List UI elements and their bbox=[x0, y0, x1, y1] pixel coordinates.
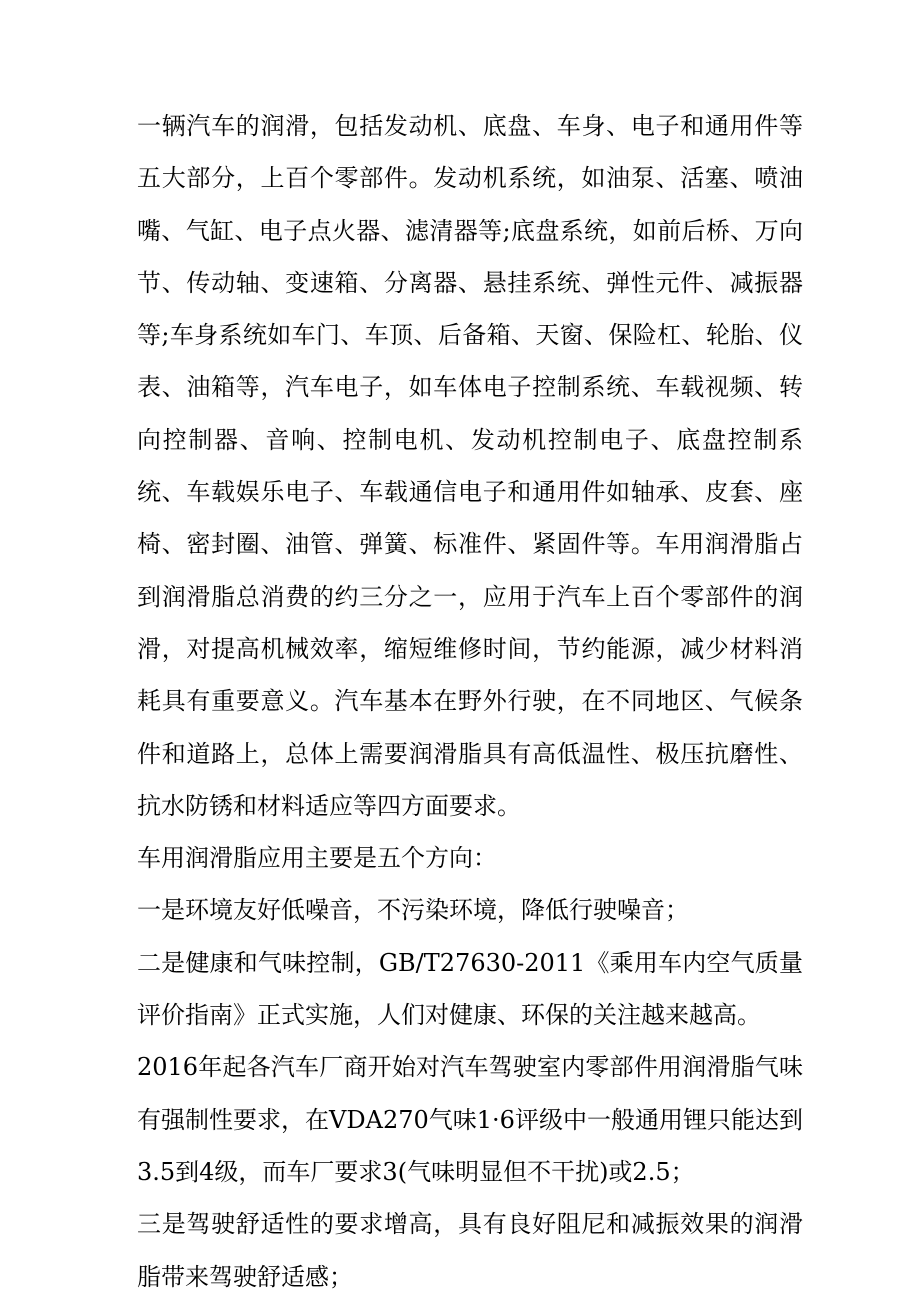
paragraph-odor-requirements: 2016年起各汽车厂商开始对汽车驾驶室内零部件用润滑脂气味有强制性要求，在VDA270气味1·6评级中一般通用锂只能达到3.5到4级，而车厂要求3(气味明显但不干扰)或2.5； bbox=[137, 1053, 803, 1186]
paragraph-direction-1: 一是环境友好低噪音，不污染环境，降低行驶噪音； bbox=[137, 896, 689, 925]
paragraph-direction-2: 二是健康和气味控制，GB/T27630-2011《乘用车内空气质量评价指南》正式实施，人们对健康、环保的关注越来越高。 bbox=[137, 948, 803, 1030]
document-page bbox=[137, 100, 803, 1303]
paragraph-five-directions: 车用润滑脂应用主要是五个方向： bbox=[137, 844, 497, 873]
paragraph-automotive-lubrication: 一辆汽车的润滑，包括发动机、底盘、车身、电子和通用件等五大部分，上百个零部件。发动机系统，如油泵、活塞、喷油嘴、气缸、电子点火器、滤清器等;底盘系统，如前后桥、万向节、传动轴、变速箱、分离器、悬挂系统、弹性元件、减振器等;车身系统如车门、车顶、后备箱、天窗、保险杠、轮胎、仪表、油箱等，汽车电子，如车体电子控制系统、车载视频、转向控制器、音响、控制电机、发动机控制电子、底盘控制系统、车载娱乐电子、车载通信电子和通用件如轴承、皮套、座椅、密封圈、油管、弹簧、标准件、紧固件等。车用润滑脂占到润滑脂总消费的约三分之一，应用于汽车上百个零部件的润滑，对提高机械效率，缩短维修时间，节约能源，减少材料消耗具有重要意义。汽车基本在野外行驶，在不同地区、气候条件和道路上，总体上需要润滑脂具有高低温性、极压抗磨性、抗水防锈和材料适应等四方面要求。 bbox=[137, 112, 803, 820]
paragraph-direction-3: 三是驾驶舒适性的要求增高，具有良好阻尼和减振效果的润滑脂带来驾驶舒适感； bbox=[137, 1210, 803, 1291]
